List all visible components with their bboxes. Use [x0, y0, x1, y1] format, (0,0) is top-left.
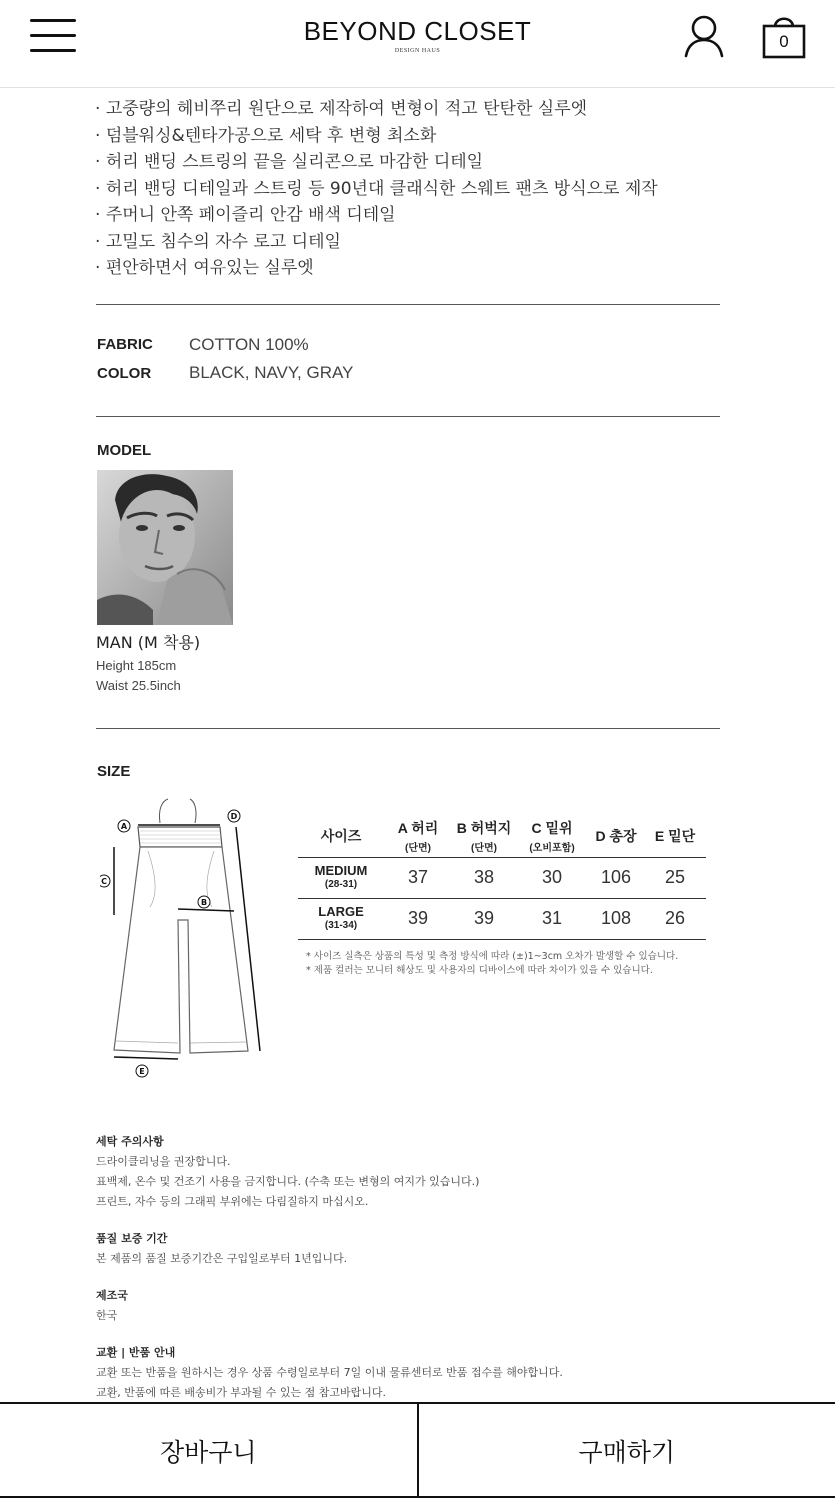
size-note: * 사이즈 실측은 상품의 특성 및 측정 방식에 따라 (±)1~3cm 오차가 발생할 수 있습니다.: [306, 951, 679, 962]
exchange-section: [96, 1343, 563, 1403]
feature-item: · 주머니 안쪽 페이즐리 안감 배색 디테일: [95, 202, 658, 229]
warranty-line: 본 제품의 품질 보증기간은 구입일로부터 1년입니다.: [96, 1252, 348, 1265]
exchange-title: 교환 | 반품 안내: [96, 1346, 176, 1359]
model-section-title: MODEL: [97, 442, 152, 459]
wash-care-section: [96, 1132, 479, 1212]
model-photo: [97, 470, 233, 625]
feature-item: · 고중량의 헤비쭈리 원단으로 제작하여 변형이 적고 탄탄한 실루엣: [95, 96, 658, 123]
cart-button[interactable]: [760, 14, 808, 60]
user-icon[interactable]: [682, 14, 726, 58]
fabric-label: FABRIC: [97, 336, 153, 353]
table-cell: 108: [600, 908, 632, 928]
dimension-label-e: E: [139, 1067, 145, 1076]
feature-item: · 덤블워싱&텐타가공으로 세탁 후 변형 최소화: [95, 123, 658, 150]
feature-item: · 허리 밴딩 스트링의 끝을 실리콘으로 마감한 디테일: [95, 149, 658, 176]
bottom-action-bar: [0, 1402, 835, 1500]
pants-size-diagram: [100, 795, 280, 1085]
size-name: MEDIUM (28-31): [314, 862, 368, 890]
divider: [0, 1496, 835, 1498]
warranty-title: 품질 보증 기간: [96, 1232, 168, 1245]
size-name: LARGE (31-34): [318, 903, 364, 931]
size-table: [298, 815, 706, 940]
add-to-cart-button[interactable]: 장바구니: [0, 1404, 419, 1498]
site-header: [0, 0, 835, 88]
table-row: [298, 857, 706, 898]
header-hem: E 밑단: [654, 827, 696, 844]
header-thigh: B 허벅지 (단면): [456, 819, 512, 854]
origin-line: 한국: [96, 1309, 118, 1322]
wash-care-title: 세탁 주의사항: [96, 1135, 164, 1148]
wash-care-line: 표백제, 온수 및 건조기 사용을 금지합니다. (수축 또는 변형의 여지가 있습니다.): [96, 1175, 480, 1188]
dimension-label-d: D: [230, 812, 238, 821]
table-cell: 39: [407, 908, 429, 928]
divider: [96, 728, 720, 729]
dimension-label-c: C: [101, 877, 107, 886]
model-waist: Waist 25.5inch: [96, 678, 181, 693]
feature-list: [95, 96, 658, 282]
size-notes: [306, 950, 678, 978]
size-table-header: [298, 815, 706, 857]
warranty-section: [96, 1229, 347, 1269]
color-value: BLACK, NAVY, GRAY: [189, 363, 354, 382]
table-cell: 38: [473, 867, 495, 887]
table-cell: 26: [664, 908, 686, 928]
feature-item: · 편안하면서 여유있는 실루엣: [95, 255, 658, 282]
table-cell: 25: [664, 867, 686, 887]
size-note: * 제품 컬러는 모니터 해상도 및 사용자의 디바이스에 따라 차이가 있을 수 있습니다.: [306, 965, 653, 976]
wash-care-line: 드라이클리닝을 권장합니다.: [96, 1155, 231, 1168]
exchange-line: 교환, 반품에 따른 배송비가 부과될 수 있는 점 참고바랍니다.: [96, 1386, 386, 1399]
dimension-label-b: B: [200, 898, 208, 907]
table-cell: 31: [541, 908, 563, 928]
feature-item: · 고밀도 침수의 자수 로고 디테일: [95, 229, 658, 256]
buy-now-button[interactable]: 구매하기: [419, 1404, 835, 1498]
brand-name: BEYOND CLOSET: [303, 16, 532, 46]
origin-section: [96, 1286, 128, 1326]
origin-title: 제조국: [96, 1289, 128, 1302]
table-row: [298, 898, 706, 939]
brand-subtitle: DESIGN HAUS: [394, 48, 441, 54]
header-rise: C 밑위 (오비포함): [529, 819, 575, 854]
model-height: Height 185cm: [96, 658, 177, 673]
table-cell: 106: [600, 867, 632, 887]
header-size: 사이즈: [320, 827, 362, 844]
color-label: COLOR: [97, 365, 152, 382]
exchange-line: 교환 또는 반품을 원하시는 경우 상품 수령일로부터 7일 이내 물류센터로 반품 접수를 해야합니다.: [96, 1366, 563, 1379]
table-cell: 39: [473, 908, 495, 928]
divider: [96, 304, 720, 305]
table-cell: 30: [541, 867, 563, 887]
divider: [96, 416, 720, 417]
header-length: D 총장: [595, 827, 637, 844]
model-name: MAN (M 착용): [96, 633, 201, 652]
dimension-label-a: A: [120, 822, 128, 831]
feature-item: · 허리 밴딩 디테일과 스트링 등 90년대 클래식한 스웨트 팬츠 방식으로 제작: [95, 176, 658, 203]
fabric-value: COTTON 100%: [189, 335, 309, 354]
cart-count-badge: 0: [779, 32, 789, 51]
header-waist: A 허리 (단면): [397, 819, 439, 854]
size-section-title: SIZE: [97, 763, 131, 780]
table-cell: 37: [407, 867, 429, 887]
wash-care-line: 프린트, 자수 등의 그래픽 부위에는 다림질하지 마십시오.: [96, 1195, 369, 1208]
